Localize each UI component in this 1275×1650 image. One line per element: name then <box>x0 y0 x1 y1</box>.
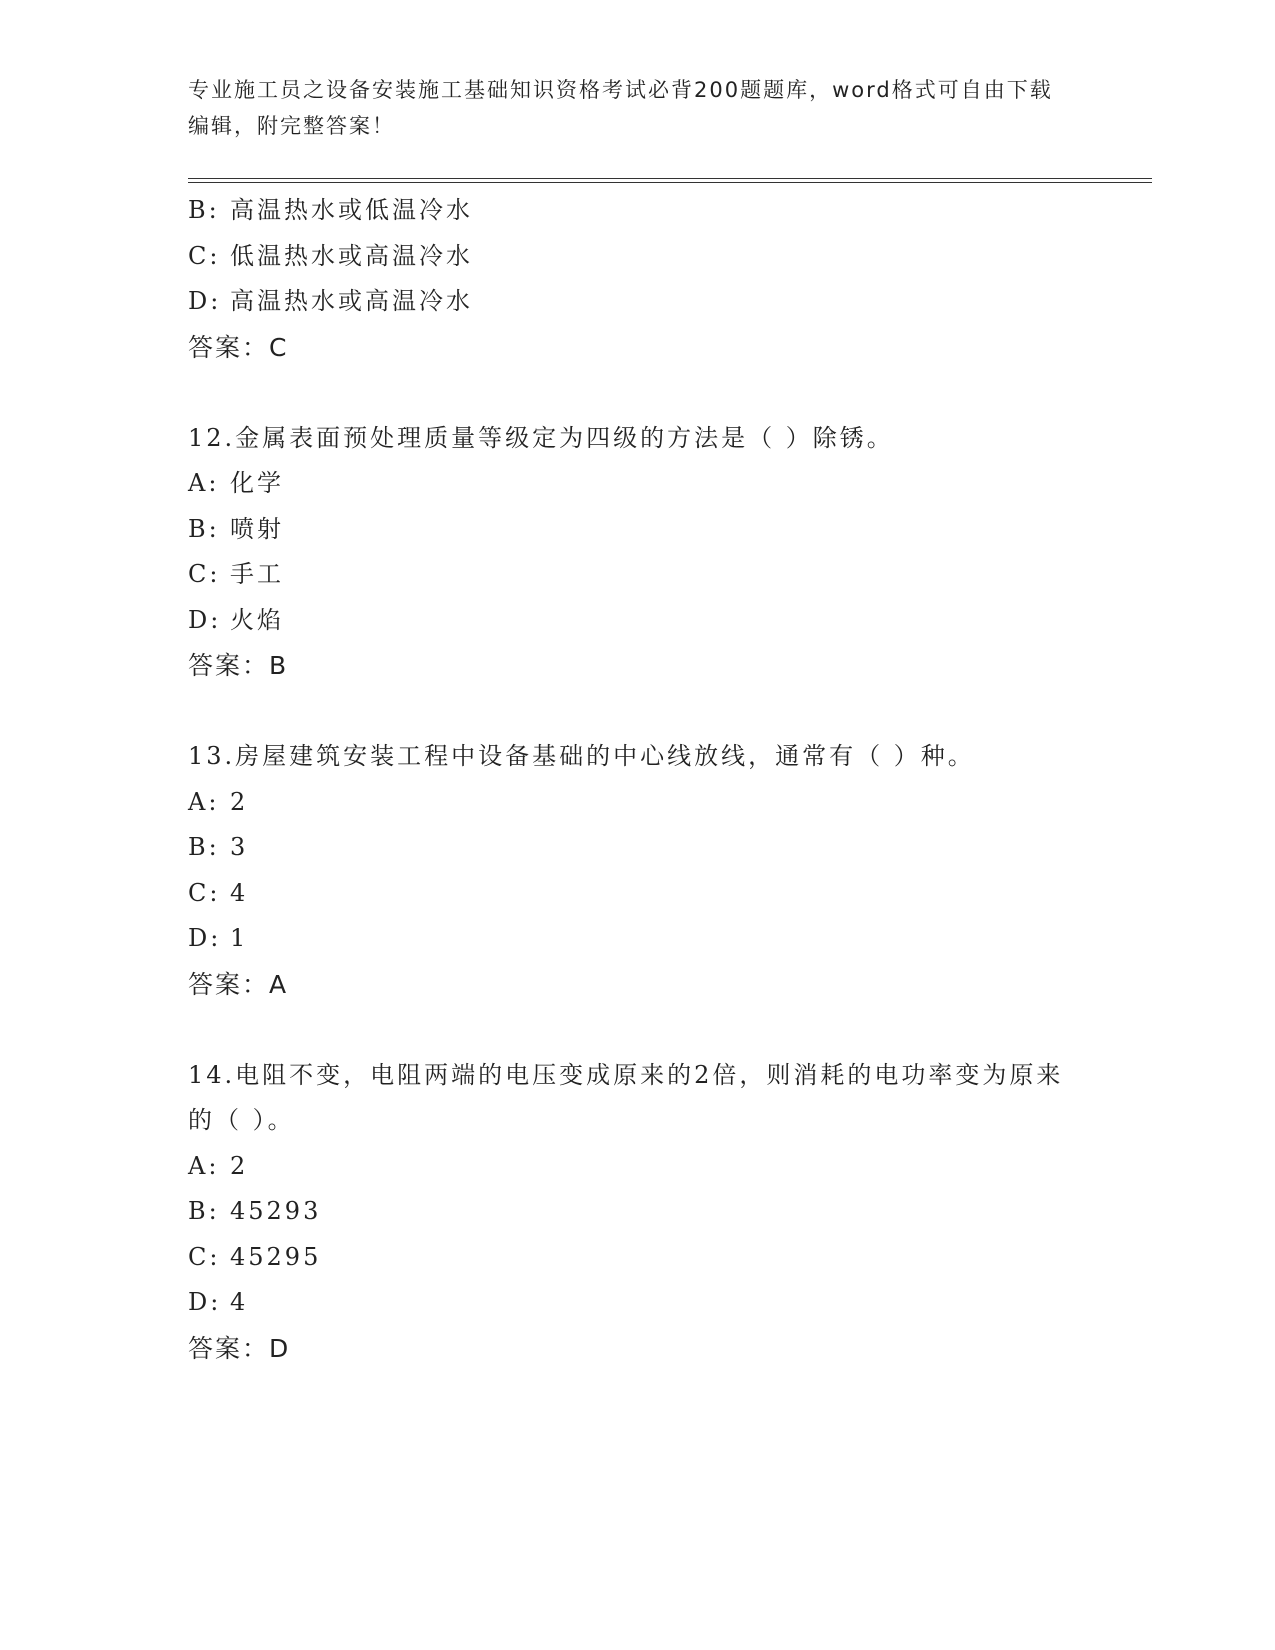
option-text: 低温热水或高温冷水 <box>230 241 473 270</box>
question-text: 12.金属表面预处理质量等级定为四级的方法是（ ）除锈。 <box>188 423 894 452</box>
option-letter: D: <box>188 605 222 634</box>
option-b <box>188 1189 1088 1235</box>
option-text: 2 <box>230 1151 249 1180</box>
option-d <box>188 279 1088 325</box>
option-a <box>188 780 1088 826</box>
document-title: 专业施工员之设备安装施工基础知识资格考试必背200题题库，word格式可自由下载编辑，附完整答案！ <box>188 78 1053 138</box>
answer-line: 答案：D <box>188 1333 291 1363</box>
answer-line: 答案：A <box>188 969 289 999</box>
spacer <box>188 689 1088 735</box>
question-12 <box>188 416 1088 689</box>
question-13 <box>188 734 1088 1007</box>
option-text: 1 <box>230 924 249 952</box>
option-letter: B: <box>188 196 220 224</box>
option-text: 火焰 <box>230 605 284 634</box>
document-header <box>188 72 1068 144</box>
option-text: 45295 <box>230 1242 322 1271</box>
spacer <box>188 1007 1088 1053</box>
spacer <box>188 370 1088 416</box>
option-d <box>188 1280 1088 1326</box>
option-d <box>188 598 1088 644</box>
option-c <box>188 552 1088 598</box>
question-text: 14.电阻不变，电阻两端的电压变成原来的2倍，则消耗的电功率变为原来的（ ）。 <box>188 1060 1064 1134</box>
question-content <box>188 188 1088 1371</box>
option-a <box>188 1144 1088 1190</box>
header-divider-top <box>188 178 1152 179</box>
answer-line: 答案：C <box>188 332 289 362</box>
option-letter: A: <box>188 469 220 497</box>
option-c <box>188 871 1088 917</box>
option-text: 手工 <box>230 560 284 588</box>
question-text: 13.房屋建筑安装工程中设备基础的中心线放线，通常有（ ）种。 <box>188 742 975 770</box>
option-text: 4 <box>230 1288 249 1316</box>
option-d <box>188 916 1088 962</box>
option-text: 3 <box>230 833 249 861</box>
option-letter: D: <box>188 924 222 952</box>
question-14 <box>188 1053 1088 1372</box>
option-text: 高温热水或高温冷水 <box>230 287 473 315</box>
option-text: 2 <box>230 787 249 816</box>
option-letter: D: <box>188 1288 222 1316</box>
option-letter: A: <box>188 1151 220 1180</box>
header-divider-bottom <box>188 182 1152 183</box>
option-text: 化学 <box>230 469 284 497</box>
answer-line: 答案：B <box>188 651 289 680</box>
option-letter: B: <box>188 514 220 543</box>
option-letter: C: <box>188 241 221 270</box>
option-b <box>188 188 1088 234</box>
question-11-continued <box>188 188 1088 370</box>
option-text: 喷射 <box>230 514 284 543</box>
option-text: 高温热水或低温冷水 <box>230 196 473 224</box>
option-text: 4 <box>230 878 249 907</box>
option-letter: B: <box>188 833 220 861</box>
option-c <box>188 1235 1088 1281</box>
option-letter: D: <box>188 287 222 315</box>
option-letter: A: <box>188 787 220 816</box>
option-letter: C: <box>188 878 221 907</box>
option-letter: C: <box>188 560 221 588</box>
option-c <box>188 234 1088 280</box>
option-letter: C: <box>188 1242 221 1271</box>
option-b <box>188 825 1088 871</box>
option-letter: B: <box>188 1197 220 1225</box>
option-text: 45293 <box>230 1197 322 1225</box>
option-a <box>188 461 1088 507</box>
option-b <box>188 507 1088 553</box>
